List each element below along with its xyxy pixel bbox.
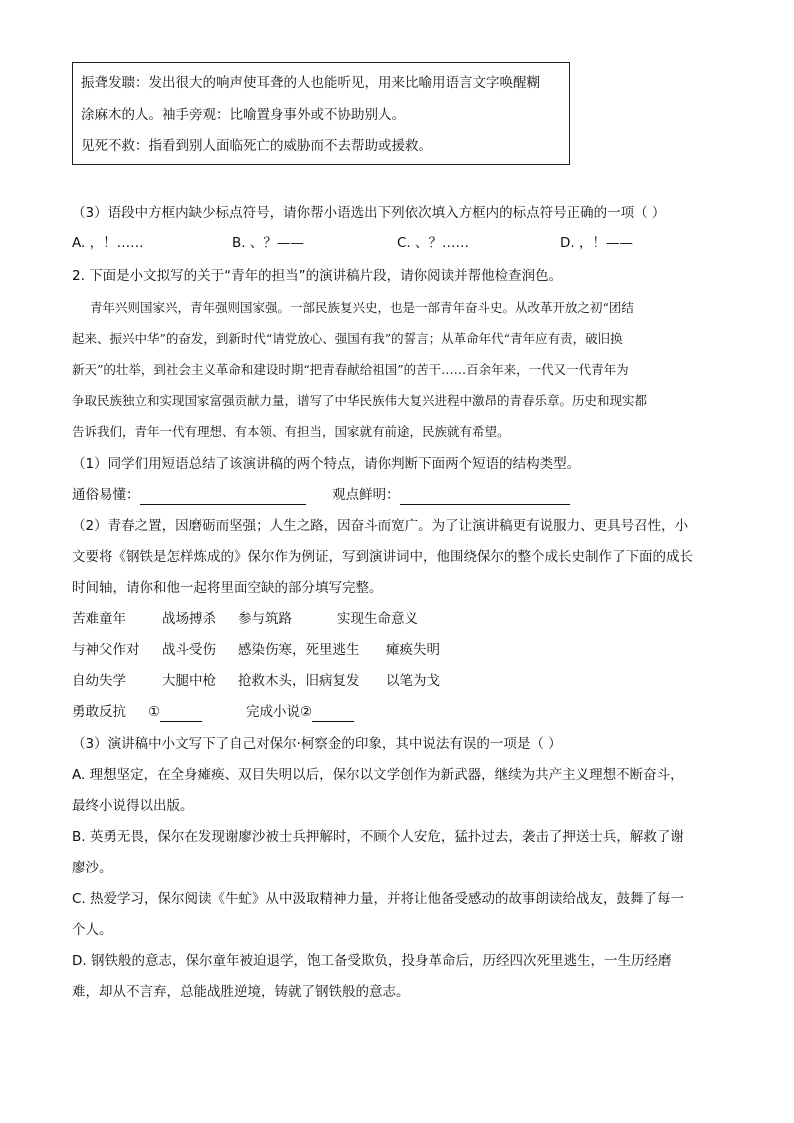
timeline-cell: 战斗受伤 — [162, 642, 216, 658]
definition-line: 见死不救：指看到别人面临死亡的威胁而不去帮助或援救。 — [81, 138, 432, 154]
passage-line: 告诉我们，青年一代有理想、有本领、有担当，国家就有前途，民族就有希望。 — [72, 424, 510, 439]
timeline-cell: 感染伤寒，死里逃生 — [238, 642, 360, 658]
timeline-blank-1[interactable]: ① — [148, 702, 202, 722]
question-stem: 2. 下面是小文拟写的关于“青年的担当”的演讲稿片段，请你阅读并帮他检查润色。 — [72, 268, 563, 284]
sub-question-line: 文要将《钢铁是怎样炼成的》保尔作为例证，写到演讲词中，他围绕保尔的整个成长史制作了下面的成长 — [72, 549, 693, 565]
definition-box — [72, 62, 570, 165]
option-c: C. 、？…… — [397, 235, 470, 251]
timeline-cell: 勇敢反抗 — [72, 704, 126, 720]
timeline-cell: 与神父作对 — [72, 642, 140, 658]
timeline-cell: 参与筑路 — [238, 611, 292, 627]
sub-question-line: 时间轴，请你和他一起将里面空缺的部分填写完整。 — [72, 580, 383, 596]
option-c-line: C. 热爱学习，保尔阅读《牛虻》从中汲取精神力量，并将让他备受感动的故事朗读给战友，鼓舞了每一 — [72, 891, 685, 907]
timeline-cell: 实现生命意义 — [337, 611, 418, 627]
definition-line: 涂麻木的人。袖手旁观：比喻置身事外或不协助别人。 — [81, 107, 405, 123]
timeline-cell: 以笔为戈 — [386, 673, 440, 689]
timeline-cell: 战场搏杀 — [162, 611, 216, 627]
option-b: B. 、？—— — [232, 235, 304, 251]
passage-line: 新天”的壮举，到社会主义革命和建设时期“把青春献给祖国”的苦干……百余年来，一代又一代青年为 — [72, 362, 629, 377]
option-a-line: 最终小说得以出版。 — [72, 798, 194, 814]
label-tongsu: 通俗易懂： — [72, 487, 140, 503]
option-c-line: 个人。 — [72, 922, 113, 938]
option-b-line: B. 英勇无畏，保尔在发现谢廖沙被士兵押解时，不顾个人安危，猛扑过去，袭击了押送士兵，解救了谢 — [72, 829, 684, 845]
option-a: A. ，！…… — [72, 235, 144, 251]
option-d-line: D. 钢铁般的意志，保尔童年被迫退学，饱工备受欺负，投身革命后，历经四次死里逃生，一生历经磨 — [72, 953, 672, 969]
option-d: D. ，！—— — [560, 235, 633, 251]
label-guandian: 观点鲜明： — [332, 487, 400, 503]
option-b-line: 廖沙。 — [72, 860, 113, 876]
timeline-cell: 瘫痪失明 — [386, 642, 440, 658]
sub-question-line: （2）青春之置，因磨砺而坚强；人生之路，因奋斗而宽广。为了让演讲稿更有说服力、更具号召性，小 — [72, 518, 689, 534]
option-a-line: A. 理想坚定，在全身瘫痪、双目失明以后，保尔以文学创作为新武器，继续为共产主义理想不断奋斗， — [72, 767, 684, 783]
passage-line: 争取民族独立和实现国家富强贡献力量，谱写了中华民族伟大复兴进程中激昂的青春乐章。历史和现实都 — [72, 393, 648, 408]
sub-question-stem: （3）演讲稿中小文写下了自己对保尔·柯察金的印象，其中说法有误的一项是（ ） — [72, 736, 562, 752]
answer-blank-b[interactable] — [400, 490, 570, 505]
definition-line: 振聋发聩：发出很大的响声使耳聋的人也能听见，用来比喻用语言文字唤醒糊 — [81, 75, 540, 91]
passage-line: 起来、振兴中华”的奋发，到新时代“请党放心、强国有我”的誓言；从革命年代“青年应有责，破旧换 — [72, 331, 623, 346]
passage-line: 青年兴则国家兴，青年强则国家强。一部民族复兴史，也是一部青年奋斗史。从改革开放之初“团结 — [90, 300, 634, 315]
answer-row — [72, 485, 570, 505]
option-d-line: 难，却从不言弃，总能战胜逆境，铸就了钢铁般的意志。 — [72, 984, 410, 1000]
timeline-cell: 抢救木头，旧病复发 — [238, 673, 360, 689]
timeline-cell: 自幼失学 — [72, 673, 126, 689]
timeline-cell: 苦难童年 — [72, 611, 126, 627]
sub-question-stem: （1）同学们用短语总结了该演讲稿的两个特点，请你判断下面两个短语的结构类型。 — [72, 456, 581, 472]
timeline-blank-2[interactable]: 完成小说② — [246, 702, 354, 722]
question-stem: （3）语段中方框内缺少标点符号，请你帮小语选出下列依次填入方框内的标点符号正确的一项（ ） — [72, 205, 666, 221]
answer-blank-a[interactable] — [140, 490, 306, 505]
timeline-cell: 大腿中枪 — [162, 673, 216, 689]
